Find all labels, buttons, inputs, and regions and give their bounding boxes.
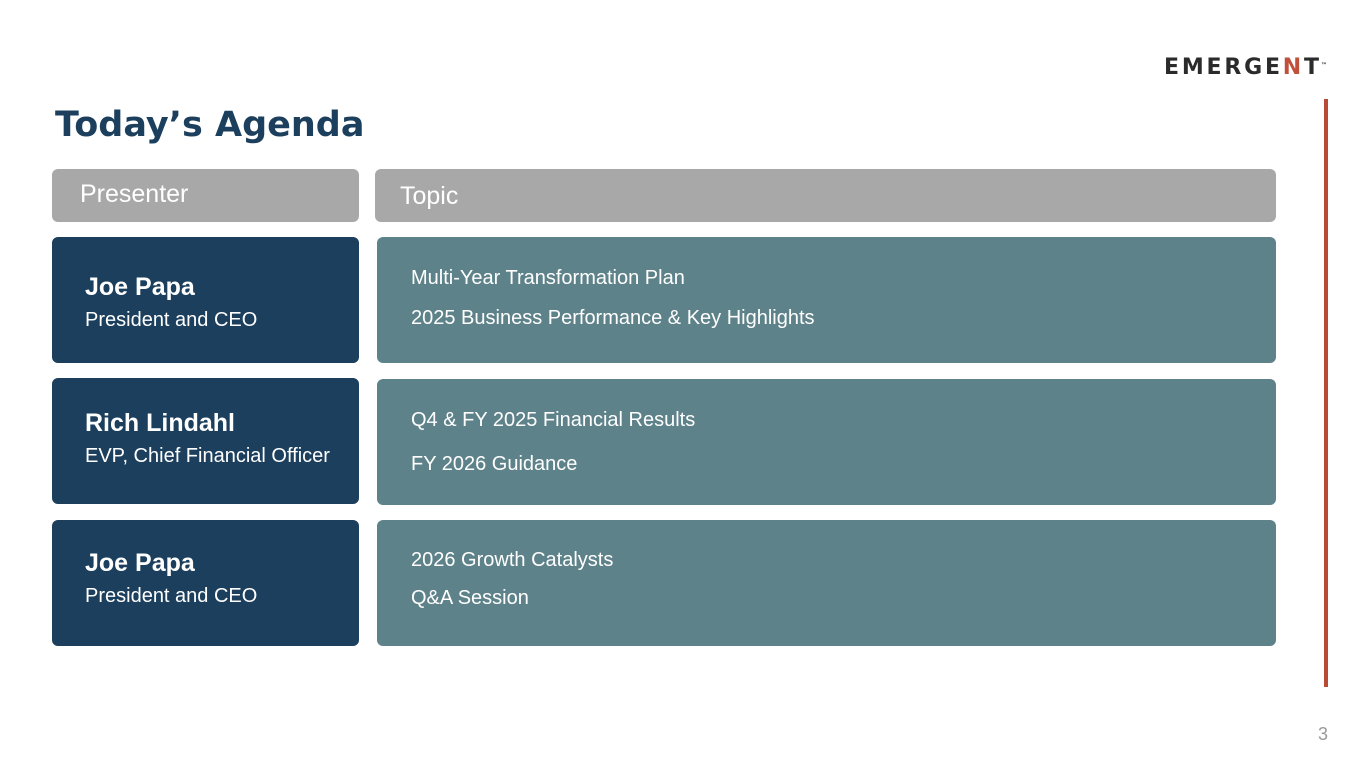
logo-text-start: EMERGE bbox=[1164, 55, 1283, 80]
presenter-role: President and CEO bbox=[85, 585, 258, 607]
topic-item: 2025 Business Performance & Key Highlights bbox=[411, 307, 815, 329]
topic-item: Multi-Year Transformation Plan bbox=[411, 267, 685, 289]
logo-text-accent: N bbox=[1282, 55, 1304, 80]
presenter-role: EVP, Chief Financial Officer bbox=[85, 445, 330, 467]
presenter-column-header: Presenter bbox=[52, 169, 359, 222]
page-title: Today’s Agenda bbox=[55, 105, 365, 145]
topic-card-1 bbox=[377, 237, 1276, 363]
presenter-name: Joe Papa bbox=[85, 273, 195, 301]
presenter-card-1 bbox=[52, 237, 359, 363]
emergent-logo bbox=[1164, 53, 1344, 83]
topic-column-header: Topic bbox=[375, 169, 1276, 222]
presenter-name: Joe Papa bbox=[85, 549, 195, 577]
topic-card-2 bbox=[377, 379, 1276, 505]
accent-divider-line bbox=[1324, 99, 1328, 687]
presenter-role: President and CEO bbox=[85, 309, 258, 331]
topic-item: 2026 Growth Catalysts bbox=[411, 549, 614, 571]
page-number: 3 bbox=[1318, 724, 1329, 744]
presenter-card-2 bbox=[52, 378, 359, 504]
logo-text-end: T bbox=[1304, 55, 1322, 80]
presenter-card-3 bbox=[52, 520, 359, 646]
presenter-name: Rich Lindahl bbox=[85, 409, 235, 437]
topic-item: Q&A Session bbox=[411, 587, 529, 609]
logo-trademark: ™ bbox=[1320, 62, 1327, 69]
topic-item: Q4 & FY 2025 Financial Results bbox=[411, 409, 696, 431]
topic-item: FY 2026 Guidance bbox=[411, 453, 578, 475]
topic-card-3 bbox=[377, 520, 1276, 646]
